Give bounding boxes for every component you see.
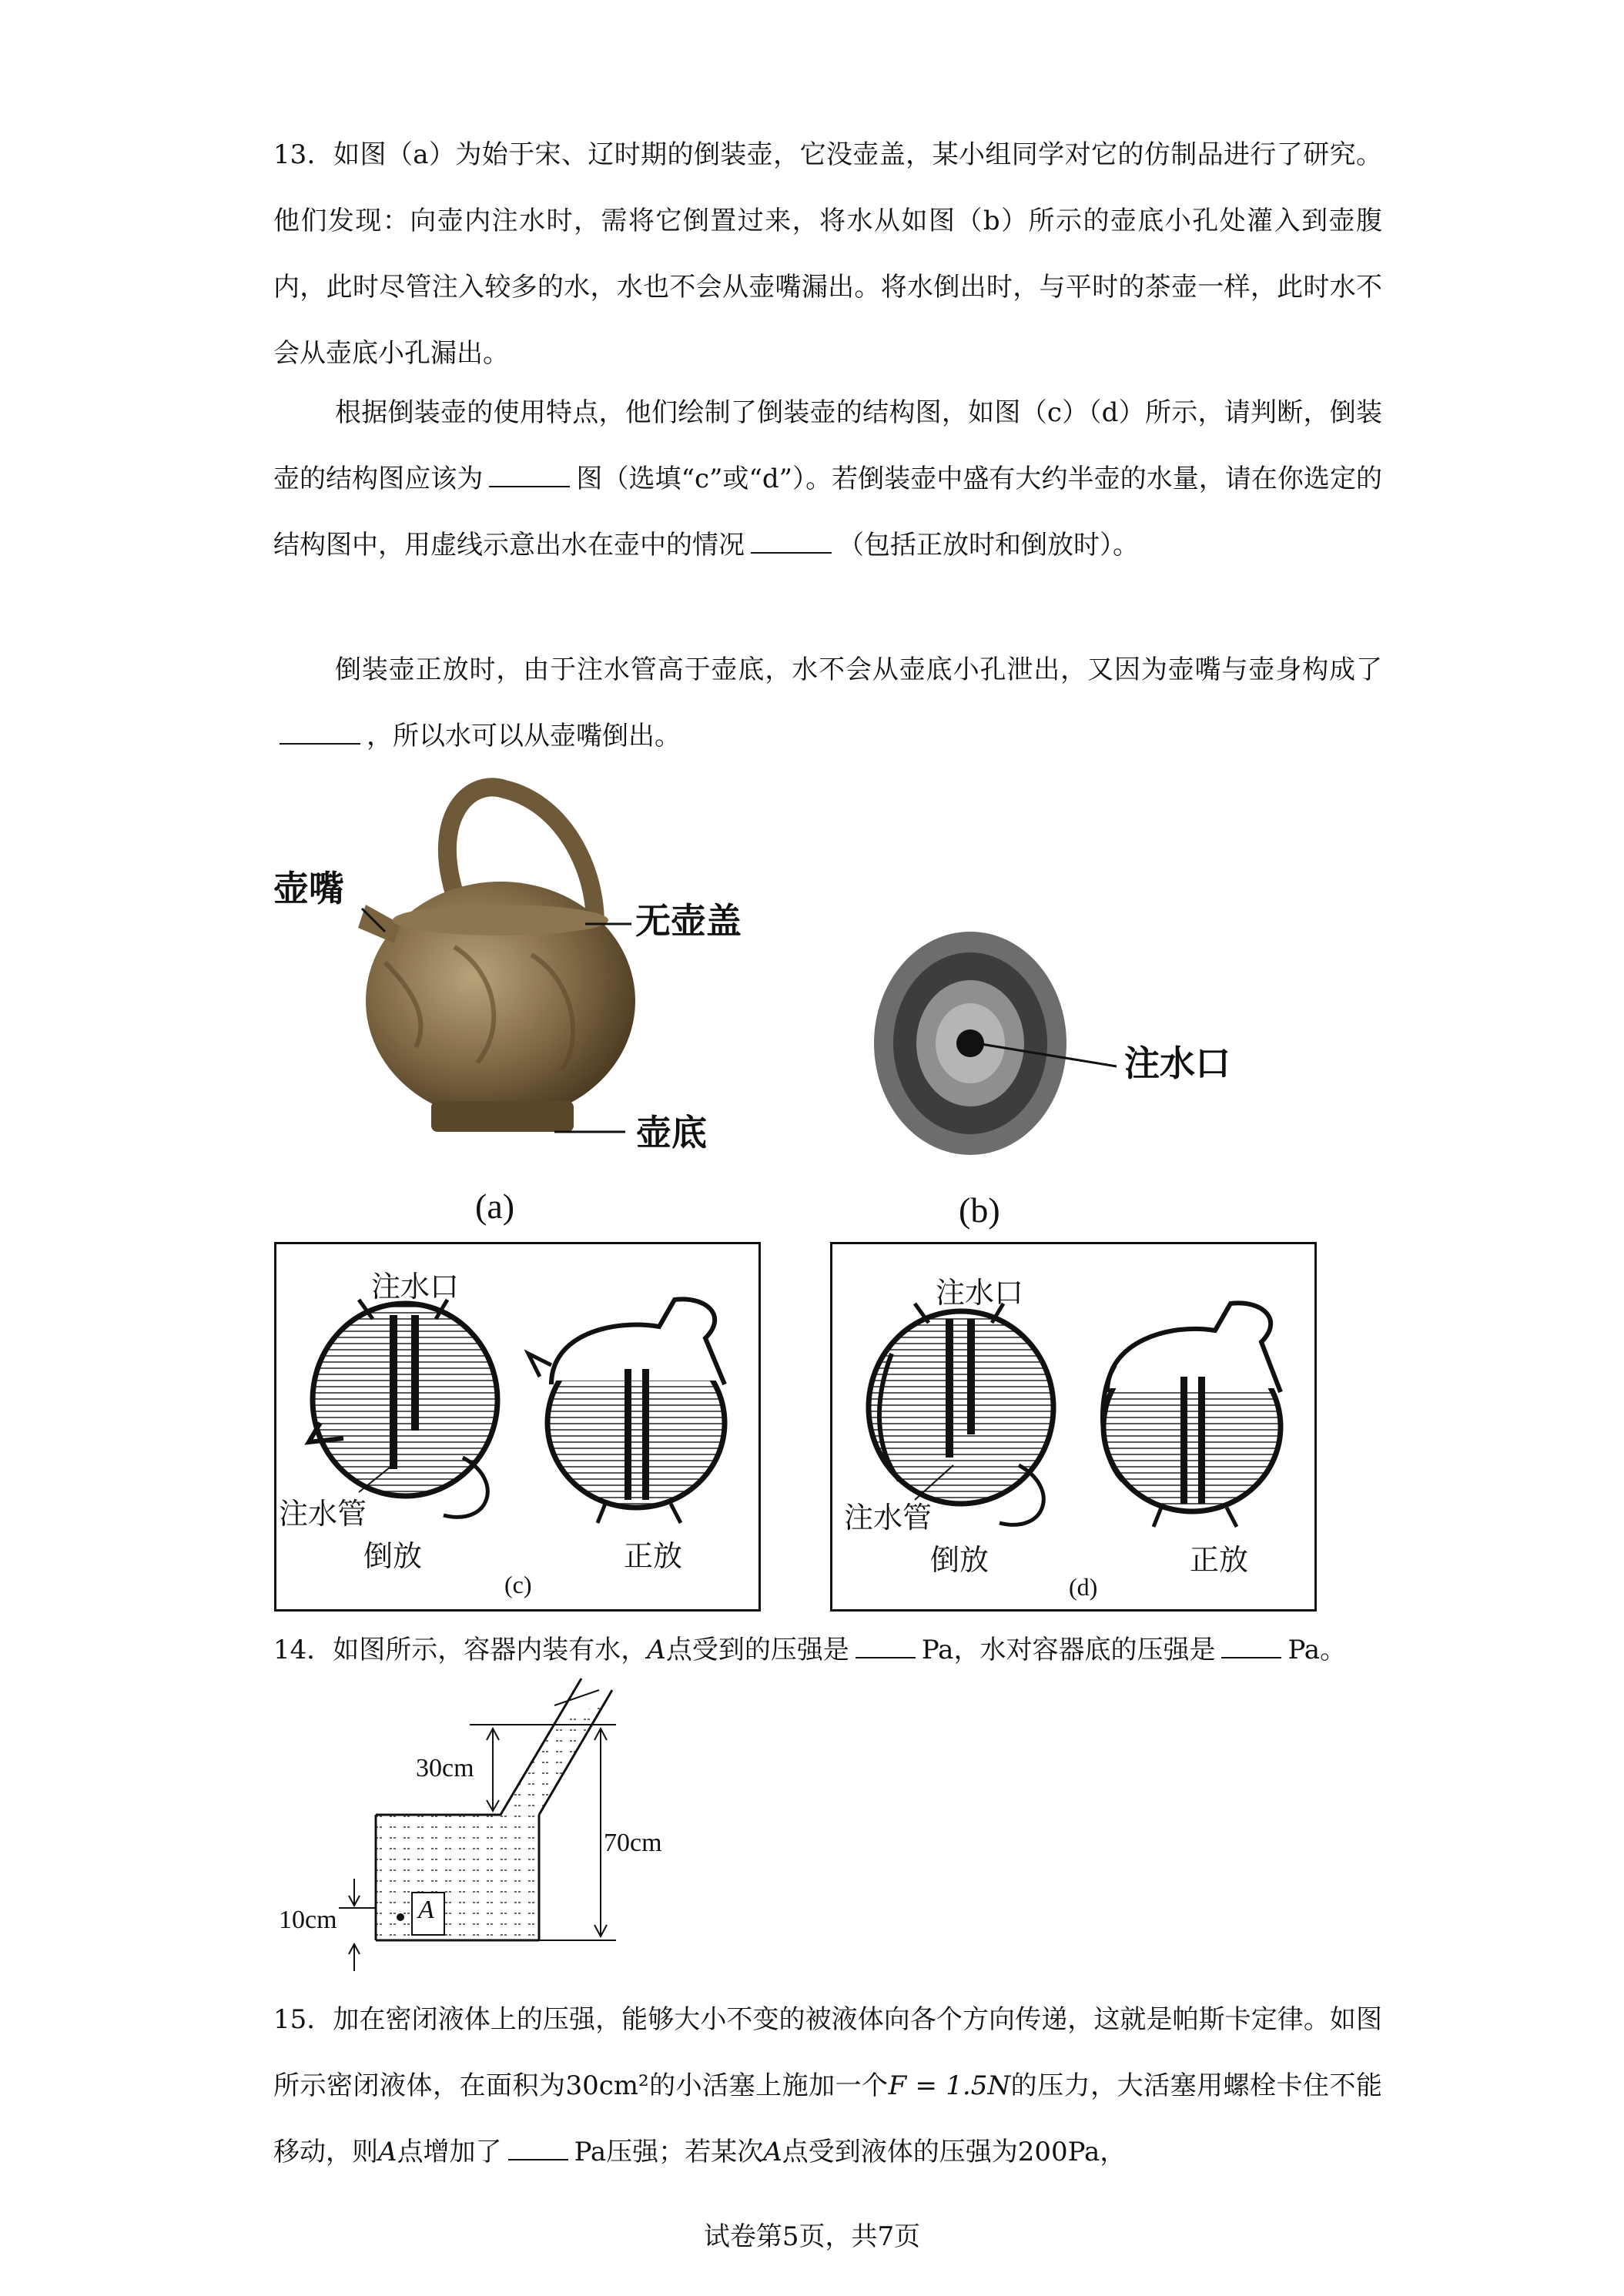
label-bottom: 壶底 [636,1112,707,1153]
label-c-inverted: 倒放 [363,1539,423,1573]
q13-text-b: 图（选填“c”或“d”）。若倒装壶中盛有大约半壶的水量，请在你选定的结构图中，用虚线示意出水在壶中的情况 [273,464,1382,561]
label-no-lid: 无壶盖 [635,900,742,942]
q15-text-f: 点受到液体的压强为 [782,2137,1018,2167]
caption-d: (d) [1069,1573,1098,1601]
q15-text [273,1986,1382,2185]
label-c-upright: 正放 [624,1539,683,1573]
label-inlet-b: 注水口 [1124,1043,1231,1084]
q15-text-c: 的压力，大活塞用螺栓卡住不能移动，则 [273,2070,1383,2167]
q13-text-c: （包括正放时和倒放时）。 [838,530,1139,561]
q15-text-g: ， [1100,2137,1127,2167]
label-spout: 壶嘴 [273,868,344,909]
page-footer: 试卷第5页，共7页 [703,2221,921,2252]
q15-point-a-1: A [378,2137,397,2167]
q13-text-e: ，所以水可以从壶嘴倒出。 [367,721,681,751]
label-d-inverted: 倒放 [930,1543,989,1577]
q14-text-b: 点受到的压强是 [665,1635,849,1665]
caption-c: (c) [504,1571,532,1598]
q14-text-d: Pa。 [1287,1635,1347,1665]
label-d-tube: 注水管 [844,1501,933,1535]
q15-text-e: Pa压强；若某次 [574,2137,764,2167]
q15-force: F = 1.5N [888,2070,1011,2101]
q13-intro: 13．如图（a）为始于宋、辽时期的倒装壶，它没壶盖，某小组同学对它的仿制品进行了研究。他们发现：向壶内注水时，需将它倒置过来，将水从如图（b）所示的壶底小孔处灌入到壶腹内，此时尽管注入较多的水，水也不会从壶嘴漏出。将水倒出时，与平时的茶壶一样，此时水不会从壶底小孔漏出。 [273,139,1382,369]
label-10cm: 10cm [279,1906,337,1934]
q14-point-a: A [647,1635,666,1665]
label-30cm: 30cm [416,1754,474,1782]
caption-a: (a) [475,1186,515,1226]
label-point-a: A [418,1896,434,1924]
caption-b: (b) [959,1190,1000,1230]
label-70cm: 70cm [604,1829,662,1857]
q15-text-b: 的小活塞上施加一个 [648,2070,889,2101]
q15-text-d: 点增加了 [397,2137,502,2167]
label-d-inlet: 注水口 [936,1276,1024,1310]
label-c-inlet: 注水口 [371,1270,460,1304]
q15-area: 30cm² [565,2070,649,2101]
label-d-upright: 正放 [1190,1543,1249,1577]
q15-point-a-2: A [763,2137,782,2167]
q13-text-a: 根据倒装壶的使用特点，他们绘制了倒装壶的结构图，如图（c）（d）所示，请判断，倒装壶的结构图应该为 [273,397,1382,494]
q15-pressure: 200Pa [1017,2137,1100,2167]
answer-blank-6[interactable] [508,2136,568,2160]
q15-text-a: 15．加在密闭液体上的压强，能够大小不变的被液体向各个方向传递，这就是帕斯卡定律。如图所示密闭液体，在面积为 [273,2004,1382,2101]
q13-text-d: 倒装壶正放时，由于注水管高于壶底，水不会从壶底小孔泄出，又因为壶嘴与壶身构成了 [335,654,1382,685]
q14-text-c: Pa，水对容器底的压强是 [921,1635,1216,1665]
q14-text-a: 14．如图所示，容器内装有水， [273,1635,648,1665]
label-c-tube: 注水管 [279,1497,367,1531]
